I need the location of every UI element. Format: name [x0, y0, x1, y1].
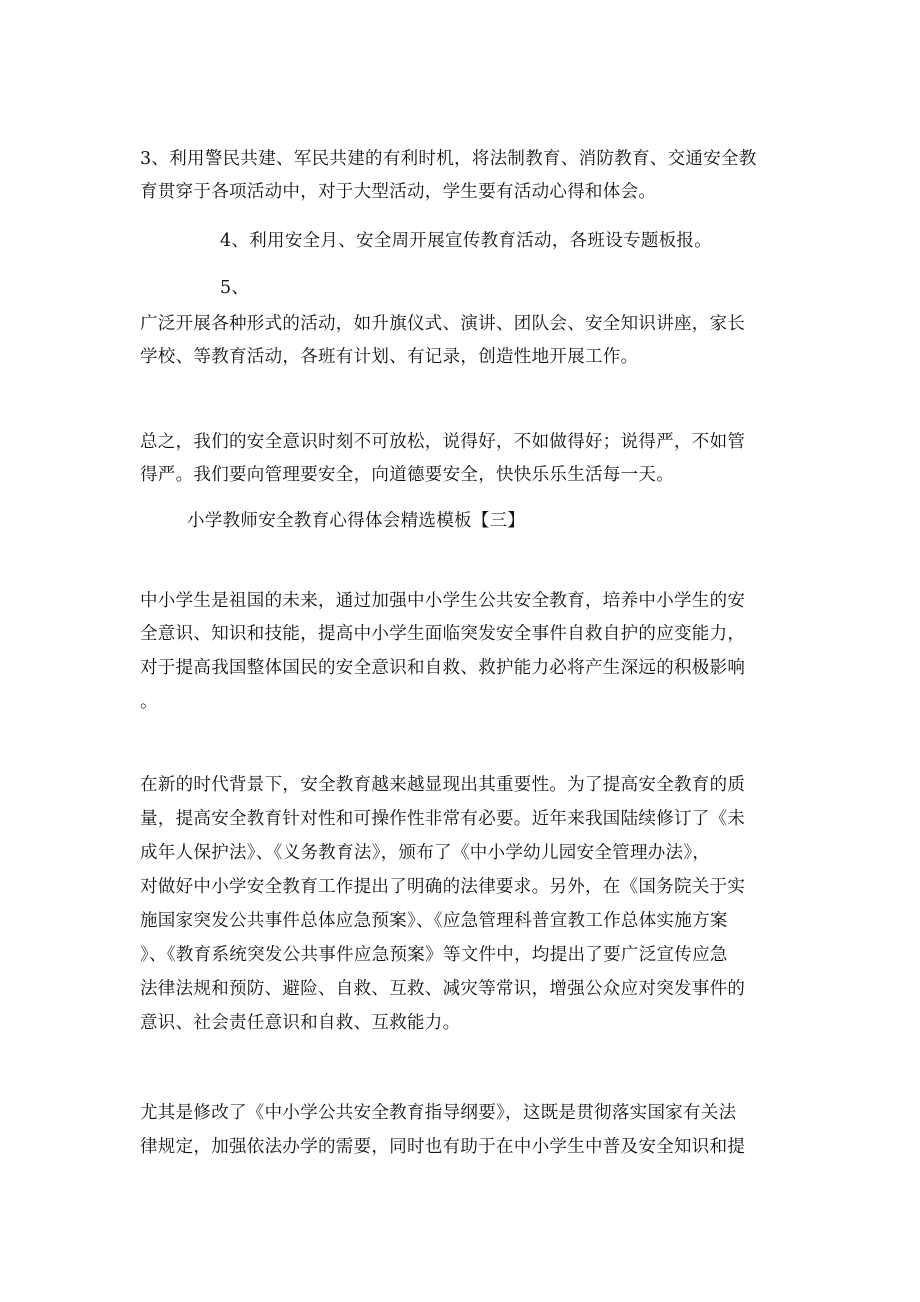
paragraph1-line-3: 对于提高我国整体国民的安全意识和自救、救护能力必将产生深远的积极影响 [140, 658, 746, 678]
item3-line-1: 3、利用警民共建、军民共建的有利时机，将法制教育、消防教育、交通安全教 [140, 149, 757, 169]
paragraph2-line-5: 施国家突发公共事件总体应急预案》、《应急管理科普宣教工作总体实施方案 [140, 911, 728, 931]
item4-line: 4、利用安全月、安全周开展宣传教育活动，各班设专题板报。 [220, 231, 713, 251]
paragraph2-line-4: 对做好中小学安全教育工作提出了明确的法律要求。另外，在《国务院关于实 [140, 877, 746, 897]
paragraph2-line-1: 在新的时代背景下，安全教育越来越显现出其重要性。为了提高安全教育的质 [140, 775, 746, 795]
item5-line-1: 广泛开展各种形式的活动，如升旗仪式、演讲、团队会、安全知识讲座，家长 [140, 314, 746, 334]
paragraph3-line-2: 律规定，加强依法办学的需要，同时也有助于在中小学生中普及安全知识和提 [140, 1137, 746, 1157]
paragraph2-line-8: 意识、社会责任意识和自救、互救能力。 [140, 1013, 461, 1033]
item5-line-2: 学校、等教育活动，各班有计划、有记录，创造性地开展工作。 [140, 347, 639, 367]
conclusion-line-2: 得严。我们要向管理要安全，向道德要安全，快快乐乐生活每一天。 [140, 465, 674, 485]
paragraph2-line-6: 》、《教育系统突发公共事件应急预案》等文件中，均提出了要广泛宣传应急 [140, 945, 728, 965]
paragraph3-line-1: 尤其是修改了《中小学公共安全教育指导纲要》，这既是贯彻落实国家有关法 [140, 1103, 737, 1123]
paragraph2-line-7: 法律法规和预防、避险、自救、互救、减灾等常识，增强公众应对突发事件的 [140, 979, 746, 999]
paragraph2-line-3: 成年人保护法》、《义务教育法》，颁布了《中小学幼儿园安全管理办法》， [140, 843, 711, 863]
item5-number: 5、 [220, 278, 250, 298]
paragraph1-line-1: 中小学生是祖国的未来，通过加强中小学生公共安全教育，培养中小学生的安 [140, 591, 746, 611]
paragraph1-line-4: 。 [140, 692, 158, 712]
section-title: 小学教师安全教育心得体会精选模板【三】 [187, 511, 526, 531]
item3-line-2: 育贯穿于各项活动中，对于大型活动，学生要有活动心得和体会。 [140, 182, 657, 202]
conclusion-line-1: 总之，我们的安全意识时刻不可放松，说得好，不如做得好；说得严，不如管 [140, 432, 746, 452]
paragraph2-line-2: 量，提高安全教育针对性和可操作性非常有必要。近年来我国陆续修订了《未 [140, 809, 746, 829]
paragraph1-line-2: 全意识、知识和技能，提高中小学生面临突发安全事件自救自护的应变能力， [140, 624, 746, 644]
